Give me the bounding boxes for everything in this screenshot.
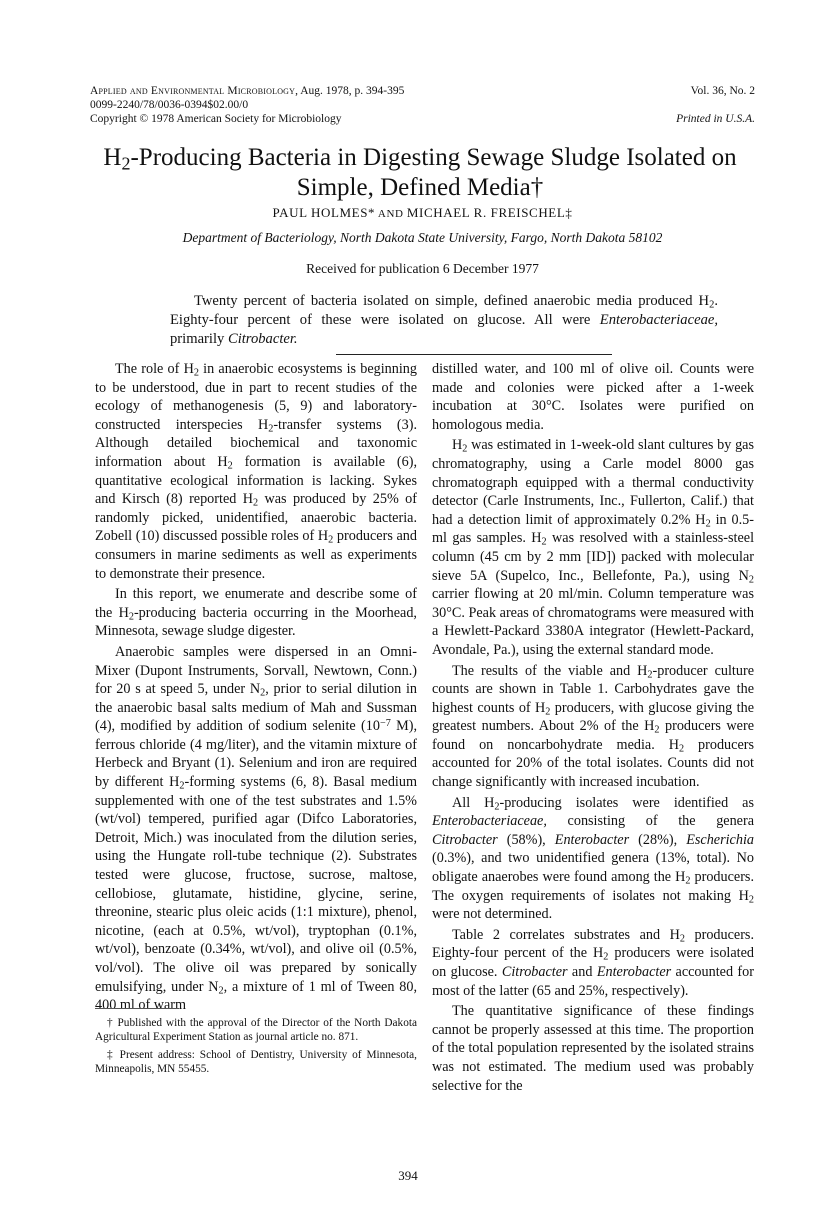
paragraph-methods: Anaerobic samples were dispersed in an Omni-Mixer (Dupont Instruments, Sorvall, Newtown, Conn.) for 20 s at speed 5, under $N_2$, prior to serial dilution in the anaerobic basal salts medium of Mah and Sussman (4), modified by addition of sodium selenite ($10^{-7}$ M), ferrous chloride (4 mg/liter), and the vitamin mixture of Herbeck and Bryant (1). Selenium and iron are required by different $H_2$-forming systems (6, 8). Basal medium supplemented with one of the test substrates and 1.5% (wt/vol) tempered, purified agar (Difco Laboratories, Detroit, Mich.) was inoculated from the dilution series, using the Hungate roll-tube technique (2). Substrates tested were glucose, fructose, sucrose, maltose, cellobiose, glutamate, histidine, glycine, serine, threonine, stearic plus oleic acids (1:1 mixture), phenol, nicotine, (each at 0.5%, wt/vol), tryptophan (0.1%, wt/vol), benzoate (0.34%, wt/vol), and olive oil (0.5%, vol/vol). The olive oil was prepared by sonically emulsifying, under $N_2$, a mixture of 1 ml of Tween 80, 400 ml of warm <box>95 643 418 1014</box>
abstract-family: Enterobacteriaceae, <box>599 312 718 328</box>
author-freischel: MICHAEL R. FREISCHEL‡ <box>406 205 573 220</box>
issue-info: , Aug. 1978, p. 394-395 <box>295 85 405 97</box>
copyright: Copyright © 1978 American Society for Microbiology <box>90 113 342 125</box>
volume-info: Vol. 36, No. 2 <box>690 85 755 97</box>
footnote-divider <box>95 1008 179 1009</box>
paragraph-gas-chromatography: $H_2$ was estimated in 1-week-old slant cultures by gas chromatography, using a Carle model 8000 gas chromatograph equipped with a thermal conductivity detector (Carle Instruments, Inc., Fullerton, Calif.) that had a detection limit of approximately 0.2% $H_2$ in 0.5-ml gas samples. $H_2$ was resolved with a stainless-steel column (45 cm by 2 mm [ID]) packed with molecular sieve 5A (Supelco, Inc., Bellefonte, Pa.), using $N_2$ carrier flowing at 20 ml/min. Column temperature was 30°C. Peak areas of chromatograms were measured with a Hewlett-Packard 3380A integrator (Hewlett-Packard, Avondale, Pa.), using the external standard mode. <box>432 437 755 658</box>
article-code: 0099-2240/78/0036-0394$02.00/0 <box>90 99 249 111</box>
abstract <box>170 292 718 349</box>
title-line1: -Producing Bacteria in Digesting Sewage Sludge Isolated on <box>130 144 737 171</box>
footnotes <box>95 1016 417 1080</box>
authors-and: AND <box>375 208 407 220</box>
footnote-approval: † Published with the approval of the Director of the North Dakota Agricultural Experiment Station as journal article no. 871. <box>95 1017 417 1043</box>
paragraph-results: The results of the viable and $H_2$-producer culture counts are shown in Table 1. Carbohydrates gave the highest counts of $H_2$ producers, with glucose giving the greatest numbers. About 2% of the $H_2$ producers were found on noncarbohydrate media. $H_2$ producers accounted for 20% of the total isolates. Counts did not change significantly with increased incubation. <box>432 662 755 791</box>
right-column <box>432 360 754 1097</box>
abstract-divider <box>336 354 612 355</box>
paragraph-intro: The role of $H_2$ in anaerobic ecosystems is beginning to be understood, due in part to recent studies of the ecology of methanogenesis (5, 9) and laboratory-constructed interspecies $H_2$-transfer systems (3). Although detailed biochemical and taxonomic information about $H_2$ formation is available (6), quantitative ecological information is lacking. Sykes and Kirsch (8) reported $H_2$ was produced by 25% of randomly picked, unidentified, anaerobic bacteria. Zobell (10) discussed possible roles of $H_2$ producers and consumers in marine sediments as well as experiments to demonstrate their presence. <box>95 361 418 582</box>
title-h: H <box>103 144 122 171</box>
journal-name: Applied and Environmental Microbiology <box>90 85 296 97</box>
abstract-text-3: primarily <box>170 331 228 347</box>
received-date: Received for publication 6 December 1977 <box>306 261 539 276</box>
author-holmes: PAUL HOLMES* <box>272 205 376 220</box>
title-line2: Simple, Defined Media† <box>296 174 544 201</box>
paragraph-continued: distilled water, and 100 ml of olive oil. Counts were made and colonies were picked after a 1-week incubation at 30°C. Isolates were purified on homologous media. <box>432 361 754 433</box>
printed-in: Printed in U.S.A. <box>676 113 755 125</box>
abstract-sub: 2 <box>709 299 715 311</box>
affiliation: Department of Bacteriology, North Dakota State University, Fargo, North Dakota 58102 <box>182 230 663 245</box>
title-subscript: 2 <box>121 153 131 174</box>
paragraph-identification: All $H_2$-producing isolates were identified as Enterobacteriaceae, consisting of the genera Citrobacter (58%), Enterobacter (28%), Escherichia (0.3%), and two unidentified genera (13%, total). No obligate anaerobes were found among the $H_2$ producers. The oxygen requirements of isolates not making $H_2$ were not determined. <box>432 794 755 923</box>
paragraph-report: In this report, we enumerate and describe some of the $H_2$-producing bacteria occurring in the Moorhead, Minnesota, sewage sludge digester. <box>95 586 417 640</box>
left-column <box>95 360 417 1017</box>
paragraph-table2: Table 2 correlates substrates and $H_2$ producers. Eighty-four percent of the $H_2$ producers were isolated on glucose. Citrobacter and Enterobacter accounted for most of the latter (65 and 25%, respectively). <box>432 926 754 999</box>
footnote-present-address: ‡ Present address: School of Dentistry, University of Minnesota, Minneapolis, MN 55455. <box>95 1049 417 1075</box>
authors <box>90 205 755 221</box>
page-number: 394 <box>398 1168 418 1183</box>
abstract-text-1: Twenty percent of bacteria isolated on simple, defined anaerobic media produced H <box>194 293 710 309</box>
article-title <box>80 143 760 203</box>
paragraph-significance: The quantitative significance of these findings cannot be properly assessed at this time. The proportion of the total population represented by the isolated strains was not estimated. The medium used was probably selective for the <box>432 1003 754 1094</box>
abstract-text-2: . Eighty-four percent of these were isolated on glucose. All were <box>170 293 718 328</box>
abstract-genus: Citrobacter. <box>227 331 298 347</box>
